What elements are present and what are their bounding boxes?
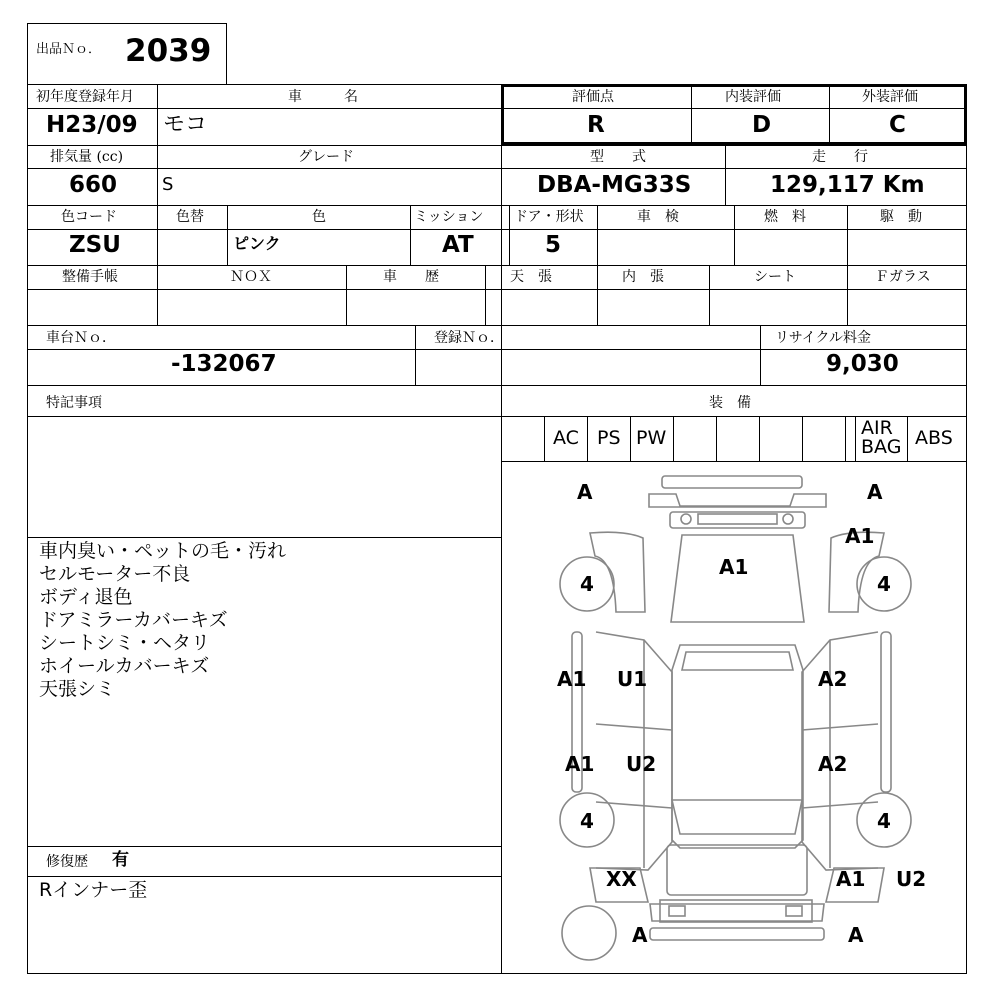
recycle-label: リサイクル料金: [775, 330, 872, 346]
mark-tire-rear-left: 4: [580, 809, 594, 833]
chassis-value: -132067: [171, 351, 277, 377]
mark-tire-front-left: 4: [580, 572, 594, 596]
remarks-notes: 車内臭い・ペットの毛・汚れ セルモーター不良 ボディ退色 ドアミラーカバーキズ シートシミ・ヘタリ ホイールカバーキズ 天張シミ: [39, 540, 287, 700]
color-label: 色: [312, 209, 326, 225]
mark-rear-right-u2: U2: [896, 867, 927, 891]
repaint-label: 色替: [176, 209, 204, 225]
mark-left-rear-door: A1: [565, 752, 595, 776]
grade-value: S: [162, 174, 174, 195]
repair-history-label: 修復歴: [46, 854, 88, 870]
mark-left-rear-panel: U2: [626, 752, 657, 776]
mark-hood: A1: [719, 555, 749, 579]
mark-rear-right: A: [848, 923, 864, 947]
lot-number: 2039: [125, 33, 212, 69]
color-code-label: 色コード: [61, 209, 117, 225]
transmission-value: AT: [442, 232, 474, 258]
mark-rear-left-area: XX: [606, 867, 637, 891]
score-label: 評価点: [572, 89, 614, 105]
mark-right-rear-door: A2: [818, 752, 848, 776]
equipment-label: 装 備: [709, 395, 751, 411]
grade-label: グレード: [298, 149, 354, 165]
interior-value: D: [752, 112, 772, 138]
mark-tire-rear-right: 4: [877, 809, 891, 833]
car-name-label: 車 名: [288, 89, 358, 105]
mark-right-front-door: A2: [818, 667, 848, 691]
mark-tire-front-right: 4: [877, 572, 891, 596]
roof-label: 天 張: [510, 269, 552, 285]
equipment-item-ps: PS: [597, 427, 621, 449]
mileage-label: 走 行: [812, 149, 868, 165]
mark-right-pillar: A1: [845, 524, 875, 548]
mileage-value: 129,117 Km: [770, 172, 925, 198]
score-value: R: [587, 112, 605, 138]
equipment-item-ac: AC: [553, 427, 579, 449]
mark-left-front-door: A1: [557, 667, 587, 691]
displacement-value: 660: [69, 172, 118, 198]
interior-trim-label: 内 張: [622, 269, 664, 285]
maintenance-label: 整備手帳: [62, 269, 118, 285]
f-glass-label: Ｆガラス: [875, 269, 931, 285]
history-label: 車 歴: [383, 269, 439, 285]
interior-label: 内装評価: [725, 89, 781, 105]
displacement-label: 排気量 (cc): [50, 149, 124, 165]
lot-number-label: 出品Ｎｏ．: [36, 42, 102, 57]
registration-label: 登録Ｎｏ．: [434, 330, 504, 346]
mark-front-right: A: [867, 480, 883, 504]
mark-front-left: A: [577, 480, 593, 504]
equipment-item-pw: PW: [636, 427, 667, 449]
transmission-label: ミッション: [414, 209, 484, 225]
drive-label: 駆 動: [880, 209, 922, 225]
first-reg-label: 初年度登録年月: [36, 89, 134, 105]
repair-notes: Rインナー歪: [39, 879, 148, 901]
recycle-value: 9,030: [826, 351, 899, 377]
color-code-value: ZSU: [69, 232, 121, 258]
mark-left-front-panel: U1: [617, 667, 648, 691]
remarks-label: 特記事項: [46, 395, 102, 411]
fuel-label: 燃 料: [764, 209, 806, 225]
car-name-value: モコ: [163, 112, 208, 137]
doors-value: 5: [545, 232, 562, 258]
chassis-label: 車台Ｎｏ．: [46, 330, 116, 346]
seat-label: シート: [754, 269, 796, 285]
doors-label: ドア・形状: [514, 209, 584, 225]
color-value: ピンク: [233, 234, 281, 253]
repair-history-value: 有: [112, 850, 129, 870]
inspection-label: 車 検: [637, 209, 679, 225]
model-value: DBA-MG33S: [537, 172, 692, 198]
exterior-label: 外装評価: [862, 89, 918, 105]
mark-rear-right-a1: A1: [836, 867, 866, 891]
nox-label: ＮＯＸ: [230, 269, 272, 285]
equipment-item-airbag: AIR BAG: [861, 417, 902, 458]
equipment-item-abs: ABS: [915, 427, 953, 449]
exterior-value: C: [889, 112, 906, 138]
mark-rear-left: A: [632, 923, 648, 947]
model-label: 型 式: [590, 149, 646, 165]
first-reg-value: H23/09: [46, 112, 138, 138]
